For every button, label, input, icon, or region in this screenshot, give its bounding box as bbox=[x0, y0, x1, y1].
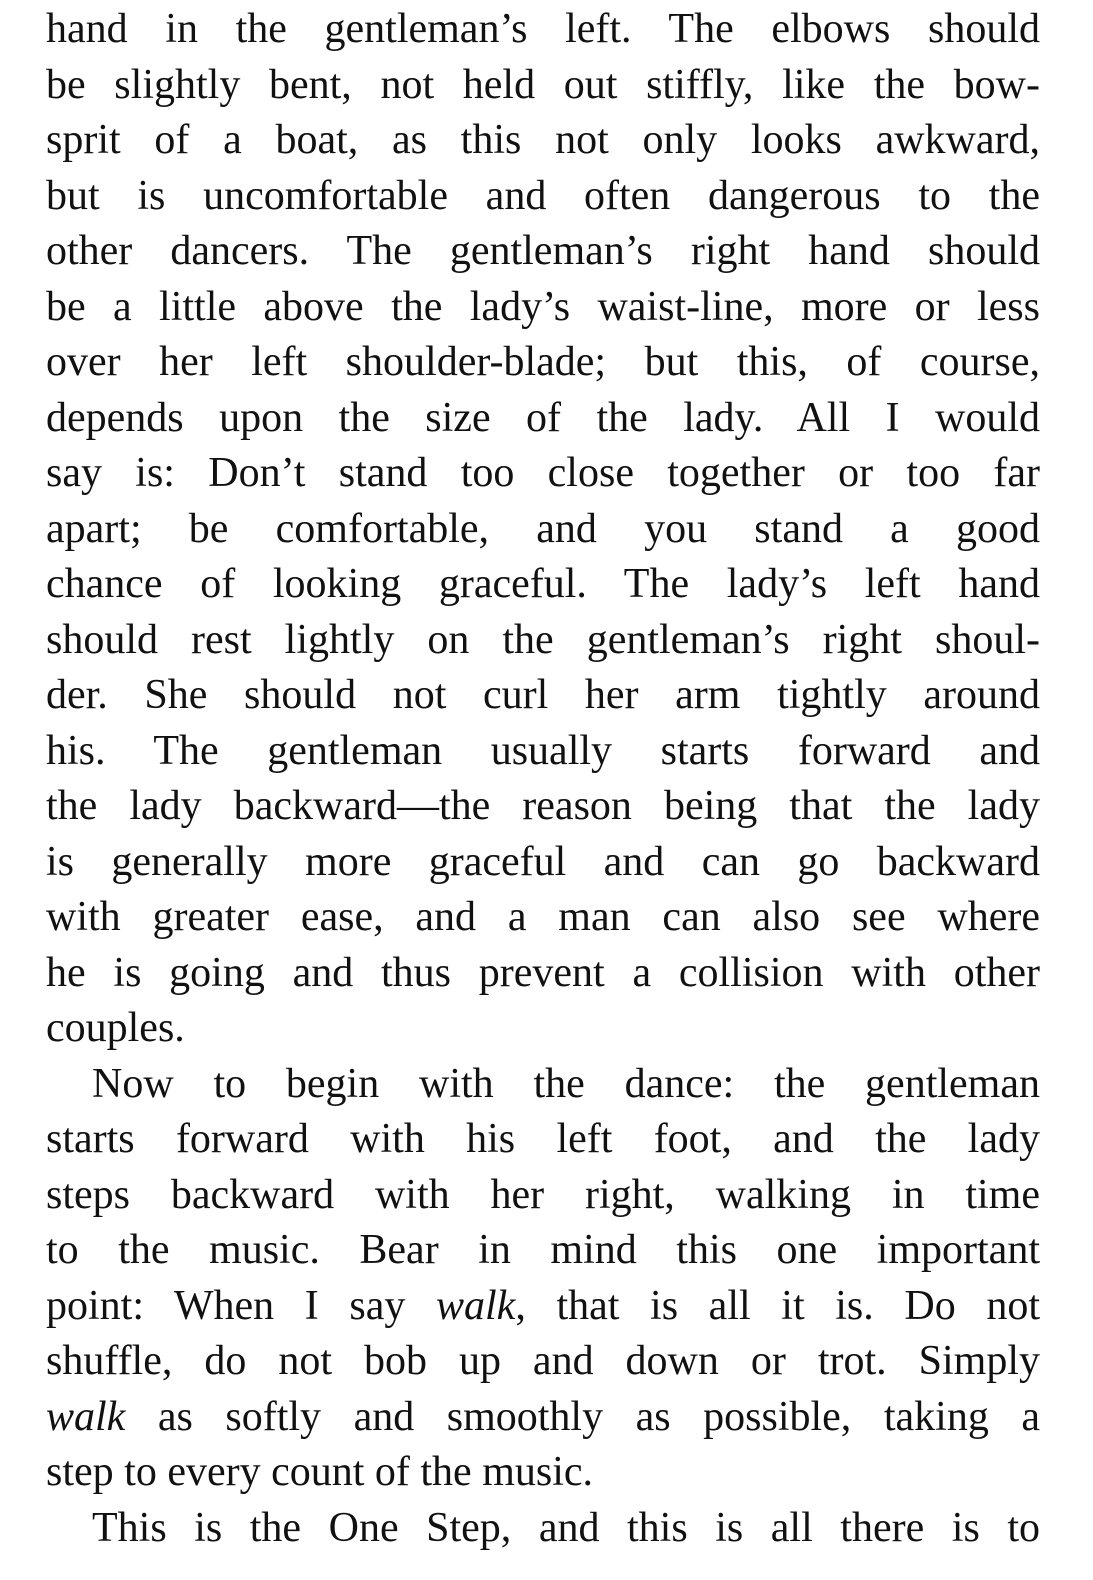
paragraph-start-line: Now to begin with the dance: the gentleman bbox=[92, 1060, 1040, 1107]
text-line: should rest lightly on the gentleman’s right shoul- bbox=[46, 616, 1040, 663]
text-line: but is uncomfortable and often dangerous to the bbox=[46, 172, 1040, 219]
text-line: chance of looking graceful. The lady’s left hand bbox=[46, 561, 1040, 607]
text-line: starts forward with his left foot, and the lady bbox=[46, 1116, 1040, 1162]
text-line: his. The gentleman usually starts forward and bbox=[46, 727, 1040, 774]
line-text: as softly and smoothly as possible, taking a bbox=[125, 1393, 1040, 1440]
text-line: other dancers. The gentleman’s right hand should bbox=[46, 228, 1040, 274]
paragraph-start-line: This is the One Step, and this is all there is to bbox=[92, 1504, 1040, 1551]
text-line: with greater ease, and a man can also see where bbox=[46, 894, 1040, 940]
text-line: steps backward with her right, walking in time bbox=[46, 1171, 1040, 1218]
text-line: der. She should not curl her arm tightly around bbox=[46, 672, 1040, 718]
text-line: to the music. Bear in mind this one important bbox=[46, 1227, 1040, 1273]
text-line: the lady backward—the reason being that the lady bbox=[46, 783, 1040, 829]
text-line: be slightly bent, not held out stiffly, like the bow- bbox=[46, 61, 1040, 108]
line-text: , that is all it is. Do not bbox=[515, 1282, 1040, 1329]
text-line: over her left shoulder-blade; but this, of course, bbox=[46, 339, 1040, 385]
text-line: apart; be comfortable, and you stand a good bbox=[46, 505, 1040, 552]
text-line: he is going and thus prevent a collision with other bbox=[46, 949, 1040, 996]
text-line: hand in the gentleman’s left. The elbows should bbox=[46, 6, 1040, 52]
emphasized-word: walk bbox=[436, 1282, 516, 1329]
text-line: is generally more graceful and can go backward bbox=[46, 838, 1040, 885]
body-text bbox=[46, 2, 1040, 1556]
paragraph-end-line: couples. bbox=[46, 1005, 185, 1051]
emphasized-word: walk bbox=[46, 1393, 126, 1440]
line-text: point: When I say bbox=[46, 1282, 436, 1329]
text-line: shuffle, do not bob up and down or trot. Simply bbox=[46, 1338, 1040, 1384]
text-line: say is: Don’t stand too close together or too far bbox=[46, 450, 1040, 496]
text-line-with-emphasis bbox=[46, 1390, 1040, 1446]
text-line: sprit of a boat, as this not only looks awkward, bbox=[46, 117, 1040, 163]
text-line-with-emphasis bbox=[46, 1279, 1040, 1335]
text-line: depends upon the size of the lady. All I would bbox=[46, 394, 1040, 441]
paragraph-end-line: step to every count of the music. bbox=[46, 1449, 594, 1495]
text-line: be a little above the lady’s waist-line, more or less bbox=[46, 283, 1040, 330]
